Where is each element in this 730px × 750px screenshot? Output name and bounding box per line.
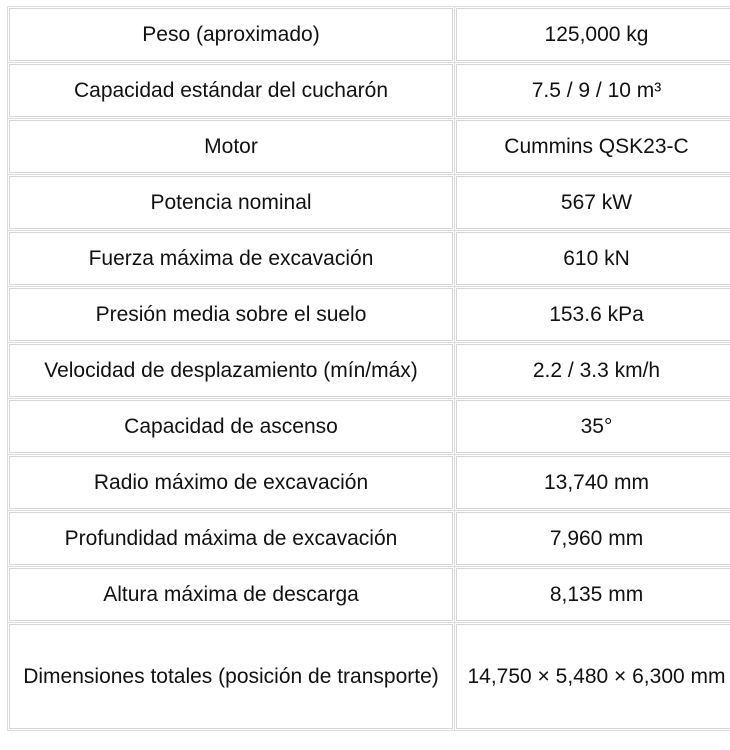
table-row: [8, 623, 730, 731]
spec-value: 125,000 kg: [455, 7, 730, 63]
spec-value: 610 kN: [455, 231, 730, 287]
spec-label: Dimensiones totales (posición de transporte): [8, 623, 455, 731]
spec-label: Peso (aproximado): [8, 7, 455, 63]
spec-value: 13,740 mm: [455, 455, 730, 511]
spec-label: Profundidad máxima de excavación: [8, 511, 455, 567]
table-row: [8, 63, 730, 119]
spec-value: 7,960 mm: [455, 511, 730, 567]
table-row: [8, 7, 730, 63]
table-row: [8, 119, 730, 175]
table-row: [8, 567, 730, 623]
specifications-table: [7, 6, 730, 731]
spec-label: Potencia nominal: [8, 175, 455, 231]
spec-value: 14,750 × 5,480 × 6,300 mm: [455, 623, 730, 731]
table-row: [8, 175, 730, 231]
spec-label: Radio máximo de excavación: [8, 455, 455, 511]
spec-value: 8,135 mm: [455, 567, 730, 623]
spec-value: 153.6 kPa: [455, 287, 730, 343]
spec-label: Motor: [8, 119, 455, 175]
spec-value: 7.5 / 9 / 10 m³: [455, 63, 730, 119]
spec-label: Altura máxima de descarga: [8, 567, 455, 623]
spec-value: 2.2 / 3.3 km/h: [455, 343, 730, 399]
spec-value: Cummins QSK23-C: [455, 119, 730, 175]
spec-label: Capacidad de ascenso: [8, 399, 455, 455]
table-row: [8, 343, 730, 399]
table-row: [8, 455, 730, 511]
spec-value: 567 kW: [455, 175, 730, 231]
spec-label: Presión media sobre el suelo: [8, 287, 455, 343]
table-row: [8, 511, 730, 567]
table-row: [8, 287, 730, 343]
table-row: [8, 231, 730, 287]
spec-label: Fuerza máxima de excavación: [8, 231, 455, 287]
spec-label: Velocidad de desplazamiento (mín/máx): [8, 343, 455, 399]
spec-value: 35°: [455, 399, 730, 455]
table-row: [8, 399, 730, 455]
spec-label: Capacidad estándar del cucharón: [8, 63, 455, 119]
